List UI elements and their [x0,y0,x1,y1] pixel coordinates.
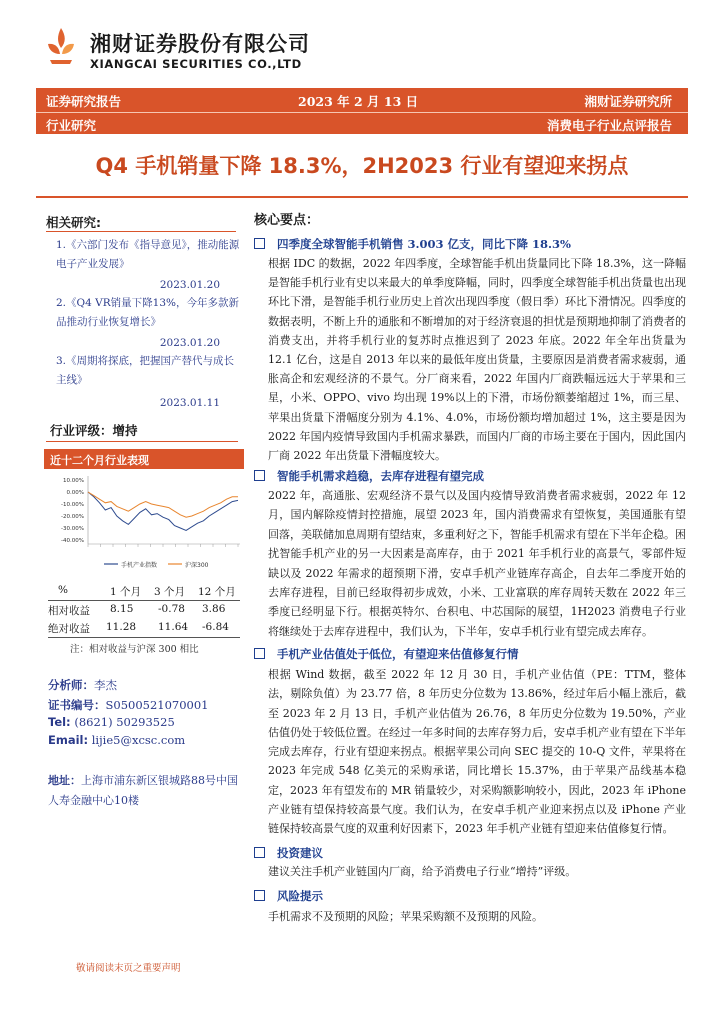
core-points-heading: 核心要点： [254,213,320,228]
y-tick-label: -10.00% [61,502,84,508]
tel-label: Tel: [48,715,71,729]
checkbox-bullet-icon [254,890,265,901]
checkbox-bullet-icon [254,847,265,858]
analyst-label: 分析师： [48,678,94,692]
page-title: Q4 手机销量下降 18.3%，2H2023 行业有望迎来拐点 [95,154,629,178]
section-body: 建议关注手机产业链国内厂商，给予消费电子行业“增持”评级。 [268,865,577,878]
cert-label: 证书编号： [48,698,106,712]
address-text: 上海市浦东新区银城路88号中国人寿金融中心10楼 [48,774,238,807]
table-row [48,619,240,638]
company-name-en: XIANGCAI SECURITIES CO.,LTD [90,57,302,71]
checkbox-bullet-icon [254,470,265,481]
checkbox-bullet-icon [254,238,265,249]
report-type: 证券研究报告 [46,94,122,109]
related-link[interactable]: 1.《六部门发布《指导意见》，推动能源电子产业发展》 [56,239,240,270]
section-body: 手机需求不及预期的风险；苹果采购额不及预期的风险。 [268,910,543,923]
section-body: 根据 IDC 的数据，2022 年四季度，全球智能手机出货量同比下降 18.3%，这一降幅是智能手机行业有史以来最大的单季度降幅，同时，四季度全球智能手机出货量也出现环比下滑，是智能手机行业历史上首次出现四季度（假日季）环比下滑情况。四季度的数据表明，不断上升的通胀和不断增加的对于经济衰退的担忧是预期地抑制了消费者的消费支出，并将手机行业的复苏时点推迟到了 2023 年底。2022 年全年出货量为 12.1 亿台，这是自 2013 年以来的最低年度出货量，主要原因是消费者需求疲弱，通胀高企和宏观经济的不景气。分厂商来看，2022 年国内厂商跌幅远远大于苹果和三星，小米、OPPO、vivo 均出现 19%以上的下滑，市场份额萎缩超过 1%，而三星、苹果出货量下滑幅度分别为 4.1%、4.0%，市场份额均增加超过 1%，这主要是因为 2022 年国内疫情导致国内手机需求暴跌，而国内厂商的市场主要在于国内，因此国内厂商 2022 年出货量下滑幅度较大。 [268,257,686,463]
y-tick-label: 0.00% [66,490,84,496]
section-body: 根据 Wind 数据，截至 2022 年 12 月 30 日，手机产业估值（PE：TTM，整体法，剔除负值）为 23.77 倍，8 年历史分位数为 13.86%，经过年后小幅上涨后，截至 2023 年 2 月 13 日，手机产业估值为 26.76，8 年历史分位数为 19.50%，产业估值仍处于较低位置。在经过一年多时间的去库存努力后，安卓手机产业有望在下半年完成去库存，行业有望迎来拐点。根据苹果公司向 SEC 提交的 10-Q 文件，苹果将在 2023 年完成 548 亿美元的采购承诺，同比增长 15.37%，由于苹果产品线基本稳定，2023 年有望发布的 MR 销量较少，对采购额影响较小，因此，2023 年 iPhone 产业链有望保持较高景气度。我们认为，在安卓手机产业迎来拐点以及 iPhone 产业链保持较高景气度的双重利好因素下，2023 年手机产业链有望迎来估值修复行情。 [268,668,686,836]
report-date: 2023 年 2 月 13 日 [298,94,419,109]
disclaimer-note: 敬请阅读末页之重要声明 [76,963,181,974]
related-date: 2023.01.20 [159,337,220,349]
section-body: 2022 年，高通胀、宏观经济不景气以及国内疫情导致消费者需求疲弱，2022 年 12 月，国内解除疫情封控措施，展望 2023 年，国内消费需求有望恢复，美国通胀有望回落，美联储加息周期有望结束，多重利好之下，智能手机需求有望在下半年企稳。困扰智能手机产业的另一大因素是高库存，由于 2021 年手机行业的高景气，零部件短缺以及 2022 年需求的超预期下滑，安卓手机产业链库存高企，自去年二季度开始的去库存进程，目前已经取得初步成效，小米、工业富联的库存周转天数在 2022 年三季度已经明显下行。根据英特尔、台积电、中芯国际的展望，1H2023 消费电子行业将继续处于去库存进程中，我们认为，下半年，安卓手机行业有望完成去库存。 [268,489,686,638]
y-tick-label: 10.00% [63,478,84,484]
company-name-cn: 湘财证券股份有限公司 [90,32,310,56]
analyst-email-row [48,733,185,747]
table-header: 1 个月 [110,586,142,598]
y-tick-label: -40.00% [61,538,84,544]
related-date: 2023.01.20 [159,279,220,291]
section-title: 风险提示 [254,888,323,904]
y-tick-label: -20.00% [61,514,84,520]
address-block [48,771,248,811]
chart-series-industry [88,492,238,530]
analyst-name-row [48,677,117,693]
table-header: 3 个月 [154,586,186,598]
row-label: 绝对收益 [48,623,90,635]
institute-name: 湘财证券研究所 [584,94,672,109]
report-category: 行业研究 [46,118,97,133]
analyst-name: 李杰 [94,678,117,692]
tel-number: (8621) 50293525 [74,715,175,729]
header-bar-top [36,88,688,112]
section-title: 智能手机需求趋稳，去库存进程有望完成 [254,468,484,484]
cell-m1: 8.15 [110,603,134,615]
related-link[interactable]: 3.《周期将探底，把握国产替代与成长主线》 [56,355,235,386]
header-bar-bottom [36,112,688,134]
company-logo-icon [44,26,78,66]
performance-heading-bar [44,449,244,469]
related-link[interactable]: 2.《Q4 VR销量下降13%，今年多款新品推动行业恢复增长》 [56,297,239,328]
cell-m12: -6.84 [202,621,229,633]
rating-divider [46,441,238,442]
related-research-heading: 相关研究: [46,215,101,230]
email-label: Email: [48,733,89,747]
legend-hs300-label: 沪深300 [185,562,209,569]
performance-chart [44,472,244,574]
cell-m12: 3.86 [202,603,226,615]
performance-heading: 近十二个月行业表现 [50,454,149,467]
table-header: % [58,584,68,596]
related-divider [46,231,236,232]
cell-m3: -0.78 [158,603,185,615]
table-header: 12 个月 [198,586,236,598]
performance-table [48,582,240,638]
section-title: 投资建议 [254,845,323,861]
row-label: 相对收益 [48,605,90,617]
report-subcategory: 消费电子行业点评报告 [546,118,672,133]
address-label: 地址： [48,774,81,787]
email-link[interactable]: lijie5@xcsc.com [91,733,186,747]
section-title: 四季度全球智能手机销售 3.003 亿支，同比下降 18.3% [254,236,571,252]
industry-rating: 行业评级：增持 [50,423,138,438]
title-divider [36,196,688,198]
table-row [48,601,240,619]
section-title: 手机产业估值处于低位，有望迎来估值修复行情 [254,646,519,662]
checkbox-bullet-icon [254,648,265,659]
cell-m1: 11.28 [106,621,137,633]
y-tick-label: -30.00% [61,526,84,532]
performance-note: 注：相对收益与沪深 300 相比 [70,644,199,655]
related-date: 2023.01.11 [159,397,220,409]
table-header-row [48,582,240,601]
cell-m3: 11.64 [158,621,189,633]
analyst-tel-row [48,715,175,729]
chart-series-hs300 [88,492,238,517]
cert-number: S0500521070001 [105,698,209,712]
legend-industry-label: 手机产业指数 [121,562,158,569]
analyst-cert-row [48,697,209,713]
